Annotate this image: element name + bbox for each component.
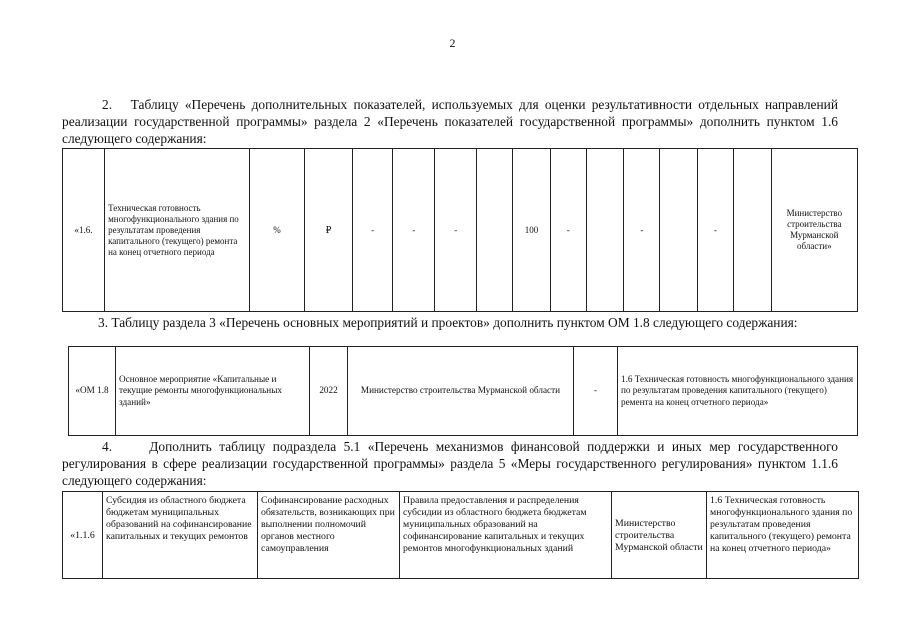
table-cell: - xyxy=(624,149,660,312)
support-mechanisms-table xyxy=(62,491,859,579)
table-cell xyxy=(660,149,698,312)
paragraph-2 xyxy=(62,96,838,147)
table-cell: Софинансирование расходных обязательств, возникающих при выполнении полномочий органов местного самоуправления xyxy=(258,492,400,579)
table-cell: 1.6 Техническая готовность многофункционального здания по результатам проведения капитального (текущего) ремента на конец отчетного периода» xyxy=(618,347,858,436)
indicator-table xyxy=(62,148,858,312)
table-row xyxy=(63,149,858,312)
table-cell: 2022 xyxy=(310,347,348,436)
table-cell xyxy=(733,149,771,312)
table-cell: «1.6. xyxy=(63,149,105,312)
table-cell: % xyxy=(250,149,305,312)
table-cell: 1.6 Техническая готовность многофункционального здания по результатам проведения капитального (текущего) ремонта на конец отчетного периода» xyxy=(707,492,859,579)
page-number: 2 xyxy=(449,36,456,50)
table-row xyxy=(69,347,858,436)
table-row xyxy=(63,492,859,579)
table-cell: Министерство строительства Мурманской области xyxy=(612,492,707,579)
paragraph-4 xyxy=(62,438,838,489)
table-cell: - xyxy=(353,149,393,312)
paragraph-3 xyxy=(62,314,838,331)
table-cell: Министерство строительства Мурманской области xyxy=(348,347,574,436)
table-cell: - xyxy=(435,149,477,312)
paragraph-2-number: 2. xyxy=(102,97,113,112)
paragraph-4-text: Дополнить таблицу подраздела 5.1 «Перечень механизмов финансовой поддержки и иных мер государственного регулирования в сфере реализации государственной программы» раздела 5 «Меры государственного регулирования» пунктом 1.1.6 следующего содержания: xyxy=(62,439,838,488)
table-cell xyxy=(586,149,624,312)
measures-table xyxy=(68,346,858,436)
table-cell: ₽ xyxy=(304,149,352,312)
table-cell: Техническая готовность многофункционального здания по результатам проведения капитального (текущего) ремонта на конец отчетного периода xyxy=(105,149,250,312)
table-cell: - xyxy=(550,149,586,312)
table-cell: «1.1.6 xyxy=(63,492,103,579)
table-cell: 100 xyxy=(513,149,551,312)
paragraph-3-text: 3. Таблицу раздела 3 «Перечень основных мероприятий и проектов» дополнить пунктом ОМ 1.8 следующего содержания: xyxy=(98,315,798,330)
table-cell xyxy=(477,149,513,312)
paragraph-4-number: 4. xyxy=(102,439,113,454)
table-cell: Субсидия из областного бюджета бюджетам муниципальных образований на софинансирование капитальных и текущих ремонтов xyxy=(103,492,258,579)
table-cell: Основное мероприятие «Капитальные и текущие ремонты многофункциональных зданий» xyxy=(116,347,310,436)
table-cell: - xyxy=(393,149,435,312)
table-cell: Правила предоставления и распределения субсидии из областного бюджета бюджетам муниципальных образований на софинансирование капитальных и текущих ремонтов многофункциональных зданий xyxy=(400,492,612,579)
paragraph-2-text: Таблицу «Перечень дополнительных показателей, используемых для оценки результативности отдельных направлений реализации государственной программы» раздела 2 «Перечень показателей государственной программы» дополнить пунктом 1.6 следующего содержания: xyxy=(62,97,838,146)
table-cell: «ОМ 1.8 xyxy=(69,347,116,436)
table-cell: - xyxy=(698,149,734,312)
table-cell: - xyxy=(574,347,618,436)
table-cell: Министерство строительства Мурманской области» xyxy=(771,149,857,312)
